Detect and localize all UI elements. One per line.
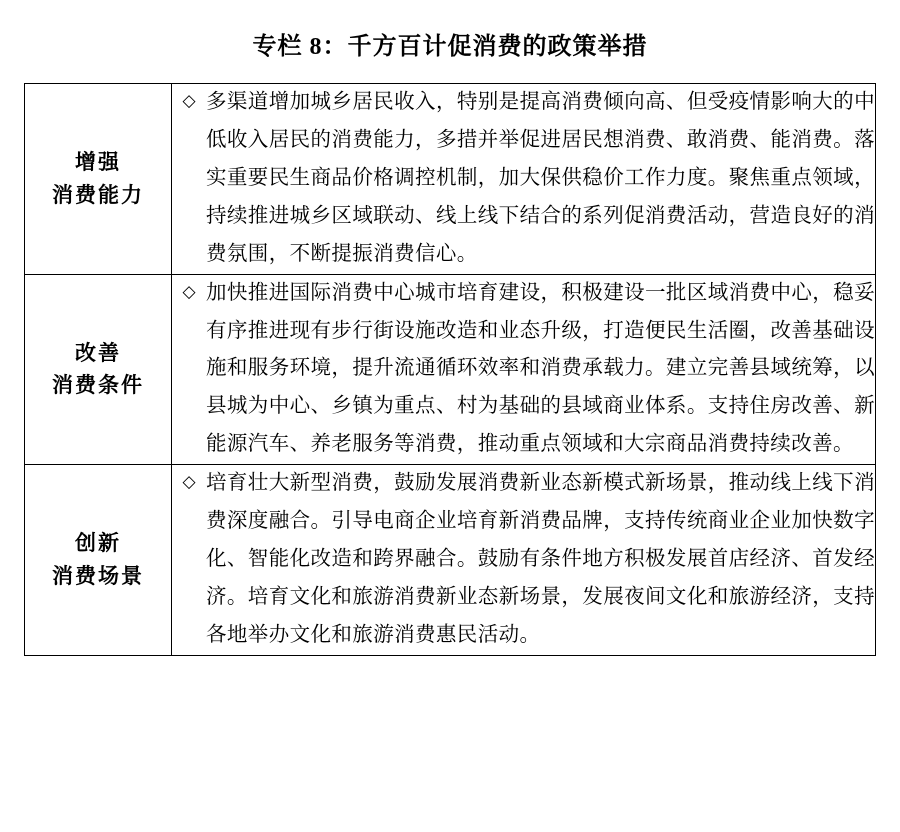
- row-label-line-1: 改善: [75, 340, 121, 365]
- diamond-bullet-icon: ◇: [182, 281, 196, 301]
- row-label-line-2: 消费条件: [52, 373, 144, 398]
- table-row: [25, 84, 876, 275]
- diamond-bullet-icon: ◇: [182, 91, 196, 110]
- row-body-consumption-scenarios: [172, 465, 876, 656]
- row-label-line-2: 消费能力: [52, 182, 144, 207]
- row-label-line-2: 消费场景: [52, 564, 144, 589]
- diamond-bullet-icon: ◇: [182, 472, 196, 492]
- row-paragraph: 加快推进国际消费中心城市培育建设，积极建设一批区域消费中心，稳妥有序推进现有步行街设施改造和业态升级，打造便民生活圈，改善基础设施和服务环境，提升流通循环效率和消费承载力。建立完善县域统筹，以县城为中心、乡镇为重点、村为基础的县域商业体系。支持住房改善、新能源汽车、养老服务等消费，推动重点领域和大宗商品消费持续改善。: [206, 281, 875, 456]
- row-paragraph: 多渠道增加城乡居民收入，特别是提高消费倾向高、但受疫情影响大的中低收入居民的消费能力，多措并举促进居民想消费、敢消费、能消费。落实重要民生商品价格调控机制，加大保供稳价工作力度。聚焦重点领域，持续推进城乡区域联动、线上线下结合的系列促消费活动，营造良好的消费氛围，不断提振消费信心。: [206, 91, 875, 265]
- table-row: [25, 274, 876, 465]
- row-body-consumption-conditions: [172, 274, 876, 465]
- row-label-line-1: 增强: [75, 150, 121, 175]
- row-body-consumption-capacity: [172, 84, 876, 275]
- row-label-consumption-conditions: [25, 274, 172, 465]
- policy-measures-table: [24, 83, 876, 656]
- page-title: 专栏 8：千方百计促消费的政策举措: [252, 34, 648, 60]
- row-label-line-1: 创新: [75, 531, 121, 556]
- row-paragraph: 培育壮大新型消费，鼓励发展消费新业态新模式新场景，推动线上线下消费深度融合。引导电商企业培育新消费品牌，支持传统商业企业加快数字化、智能化改造和跨界融合。鼓励有条件地方积极发展首店经济、首发经济。培育文化和旅游消费新业态新场景，发展夜间文化和旅游经济，支持各地举办文化和旅游消费惠民活动。: [206, 472, 875, 646]
- table-row: [25, 465, 876, 656]
- row-label-consumption-capacity: [25, 84, 172, 275]
- row-label-consumption-scenarios: [25, 465, 172, 656]
